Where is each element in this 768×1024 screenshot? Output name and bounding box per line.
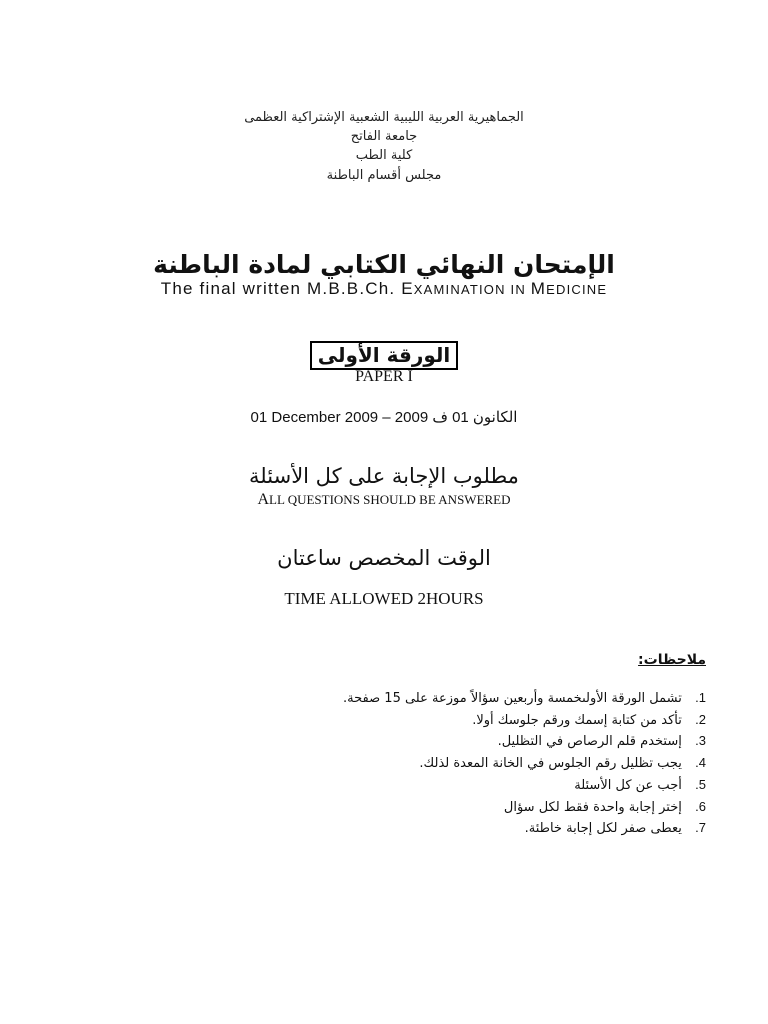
note-item bbox=[186, 775, 706, 797]
instructions-english-first: A bbox=[257, 491, 270, 508]
note-number: 4. bbox=[695, 755, 706, 771]
note-number: 5. bbox=[695, 776, 706, 792]
header-line-department: مجلس أقسام الباطنة bbox=[326, 168, 442, 183]
note-item bbox=[186, 797, 706, 819]
note-text: يجب تظليل رقم الجلوس في الخانة المعدة لذلك. bbox=[419, 756, 682, 772]
header-line-faculty: كلية الطب bbox=[355, 148, 413, 163]
note-text: إستخدم قلم الرصاص في التظليل. bbox=[497, 734, 682, 750]
instructions-arabic: مطلوب الإجابة على كل الأسئلة bbox=[249, 464, 519, 488]
note-number: 6. bbox=[695, 798, 706, 814]
note-text: تأكد من كتابة إسمك ورقم جلوسك أولا. bbox=[472, 712, 682, 728]
note-text: تشمل الورقة الأولىخمسة وأربعين سؤالاً موزعة على 15 صفحة. bbox=[343, 691, 682, 706]
exam-title-english-part4: EDICINE bbox=[546, 282, 608, 297]
notes-list bbox=[186, 688, 706, 840]
note-item bbox=[186, 753, 706, 775]
note-item bbox=[186, 818, 706, 840]
paper-title-english: PAPER I bbox=[355, 368, 413, 385]
instructions-english-rest: LL QUESTIONS SHOULD BE ANSWERED bbox=[269, 492, 511, 507]
note-number: 3. bbox=[695, 733, 706, 749]
time-allowed-arabic: الوقت المخصص ساعتان bbox=[277, 546, 491, 570]
exam-title-english-part1: The final written M.B.B.Ch. E bbox=[160, 279, 414, 298]
note-number: 1. bbox=[695, 690, 706, 705]
note-text: يعطى صفر لكل إجابة خاطئة. bbox=[524, 821, 682, 837]
note-item bbox=[186, 710, 706, 732]
paper-title-arabic: الورقة الأولى bbox=[310, 341, 459, 370]
paper-box-container bbox=[0, 341, 768, 370]
note-item bbox=[186, 731, 706, 753]
note-text: إختر إجابة واحدة فقط لكل سؤال bbox=[503, 799, 682, 815]
time-allowed-english: TIME ALLOWED 2HOURS bbox=[284, 589, 484, 608]
exam-date: 01 December 2009 – 2009 الكانون 01 ف bbox=[250, 409, 518, 426]
note-text: أجب عن كل الأسئلة bbox=[574, 777, 682, 793]
exam-title-arabic: الإمتحان النهائي الكتابي لمادة الباطنة bbox=[153, 250, 615, 279]
note-number: 7. bbox=[695, 820, 706, 836]
note-item bbox=[186, 688, 706, 710]
header-line-university: جامعة الفاتح bbox=[350, 129, 418, 144]
note-number: 2. bbox=[695, 711, 706, 727]
header-line-jamahiriya: الجماهيرية العربية الليبية الشعبية الإشتراكية العظمى bbox=[244, 110, 524, 125]
exam-title-english-part3: M bbox=[530, 279, 547, 298]
exam-title-english bbox=[0, 279, 768, 299]
notes-heading: ملاحظات: bbox=[638, 652, 706, 668]
instructions-english bbox=[0, 491, 768, 509]
exam-title-english-part2: XAMINATION IN bbox=[413, 282, 531, 297]
